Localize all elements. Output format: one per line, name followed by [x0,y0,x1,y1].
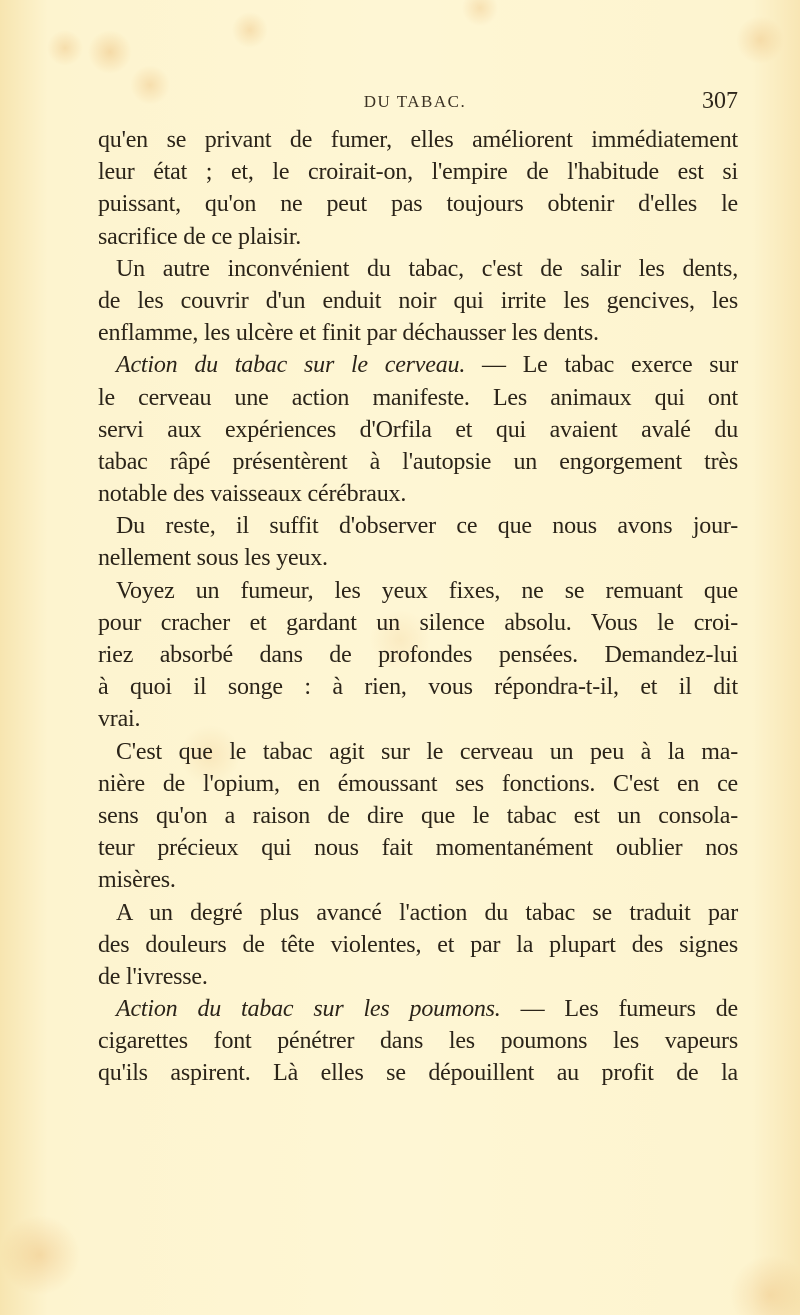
text-line: Voyez un fumeur, les yeux fixes, ne se remuant que [116,577,738,604]
text-line: servi aux expériences d'Orfila et qui avaient avalé du [98,416,738,443]
text-line: nellement sous les yeux. [98,545,328,572]
text-line: qu'ils aspirent. Là elles se dépouillent au profit de la [98,1060,738,1087]
text-line: sacrifice de ce plaisir. [98,223,302,250]
text-line: riez absorbé dans de profondes pensées. Demandez-lui [98,642,738,668]
text-line: le cerveau une action manifeste. Les animaux qui ont [98,384,738,411]
text-line: cigarettes font pénétrer dans les poumons les vapeurs [98,1028,738,1055]
text-line: sens qu'on a raison de dire que le tabac est un consola- [98,802,738,829]
text-line: qu'en se privant de fumer, elles améliorent immédiatement [98,127,738,153]
text-fragment: — Le tabac exerce sur [482,352,739,379]
page-number: 307 [702,88,738,114]
text-line: C'est que le tabac agit sur le cerveau un peu à la ma- [116,738,738,765]
text-line: de les couvrir d'un enduit noir qui irrite les gencives, les [98,287,738,314]
text-line: enflamme, les ulcère et finit par déchausser les dents. [98,320,599,347]
text-line: Du reste, il suffit d'observer ce que nous avons jour- [116,513,738,540]
text-line: misères. [98,867,176,894]
text-line: vrai. [98,706,141,733]
section-heading-lungs: Action du tabac sur les poumons. [116,996,501,1023]
text-line: à quoi il songe : à rien, vous répondra-t-il, et il dit [98,674,738,701]
text-line: notable des vaisseaux cérébraux. [98,481,407,508]
running-title: DU TABAC. [363,92,467,111]
section-heading-line [98,993,738,1025]
section-heading-line [98,349,738,381]
body-text [98,124,738,1090]
running-header [98,88,738,122]
text-line: des douleurs de tête violentes, et par la plupart des signes [98,931,738,958]
text-line: pour cracher et gardant un silence absolu. Vous le croi- [98,609,738,636]
text-line: tabac râpé présentèrent à l'autopsie un engorgement très [98,448,738,475]
text-line: leur état ; et, le croirait-on, l'empire de l'habitude est si [98,159,738,186]
text-line: A un degré plus avancé l'action du tabac se traduit par [116,899,738,926]
text-fragment: — Les fumeurs de [520,996,738,1023]
text-line: de l'ivresse. [98,963,208,990]
text-line: Un autre inconvénient du tabac, c'est de salir les dents, [116,255,738,282]
section-heading-brain: Action du tabac sur le cerveau. [116,352,466,379]
text-line: puissant, qu'on ne peut pas toujours obtenir d'elles le [98,191,738,218]
text-line: teur précieux qui nous fait momentanément oublier nos [98,835,738,862]
text-line: nière de l'opium, en émoussant ses fonctions. C'est en ce [98,770,738,797]
